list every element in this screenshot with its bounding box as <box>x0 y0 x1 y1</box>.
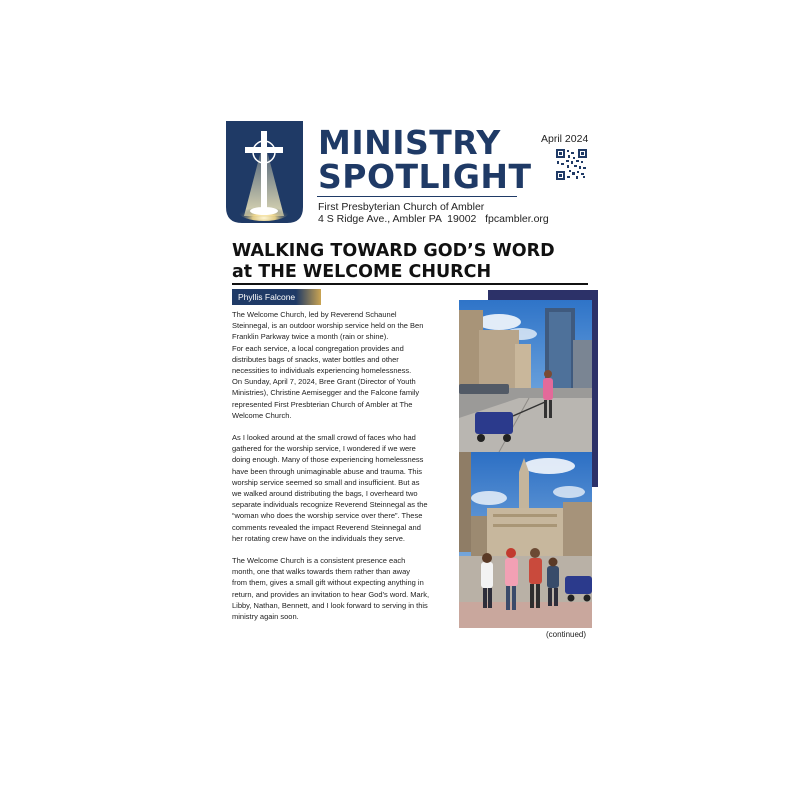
city-street-wagon-photo <box>459 300 592 452</box>
church-address: 4 S Ridge Ave., Ambler PA 19002 fpcambler.org <box>318 213 549 225</box>
title-divider <box>317 196 517 197</box>
article-body <box>232 309 454 633</box>
title-line-2: SPOTLIGHT <box>318 157 532 196</box>
article-paragraph: The Welcome Church, led by Reverend Schaunel Steinnegal, is an outdoor worship service held on the Ben Franklin Parkway twice a month (rain or shine). For each service, a local congregation provides and distributes bags of snacks, water bottles and other necessities to individuals experiencing homelessness. On Sunday, April 7, 2024, Bree Grant (Director of Youth Ministries), Christine Aemisegger and the Falcone family represented First Presbterian Church of Ambler at The Welcome Church. <box>232 310 424 420</box>
church-address-block <box>318 201 549 225</box>
newsletter-title <box>318 123 532 196</box>
qr-code-icon[interactable] <box>556 149 587 180</box>
article-paragraph: As I looked around at the small crowd of faces who had gathered for the worship service, I wondered if we were doing enough. Many of those experiencing homelessness have been through unimaginable abuse and trauma. This worship service seemed so small and insufficient. But as we walked around distributing the bags, I overheard two separate individuals recognize Reverend Steinnegal as the “woman who does the worship service over there”. These comments revealed the impact Reverend Steinnegal and her rotating crew have on the individuals they serve. <box>232 433 428 543</box>
title-line-1: MINISTRY <box>318 123 501 162</box>
continued-label: (continued) <box>546 630 587 639</box>
headline-line-2: at THE WELCOME CHURCH <box>232 262 492 282</box>
group-city-hall-photo <box>459 452 592 628</box>
headline-line-1: WALKING TOWARD GOD’S WORD <box>232 241 555 261</box>
church-name: First Presbyterian Church of Ambler <box>318 201 485 213</box>
author-badge: Phyllis Falcone <box>232 289 321 305</box>
issue-date: April 2024 <box>541 133 589 145</box>
cross-spotlight-icon <box>226 121 303 223</box>
article-paragraph: The Welcome Church is a consistent presence each month, one that walks towards them rather than away from them, gives a small gift without expecting anything in return, and provides an invitation to hear God’s word. Mark, Libby, Nathan, Bennett, and I look forward to serving in this ministry again soon. <box>232 556 430 622</box>
article-headline <box>232 241 555 283</box>
headline-divider <box>232 283 588 285</box>
